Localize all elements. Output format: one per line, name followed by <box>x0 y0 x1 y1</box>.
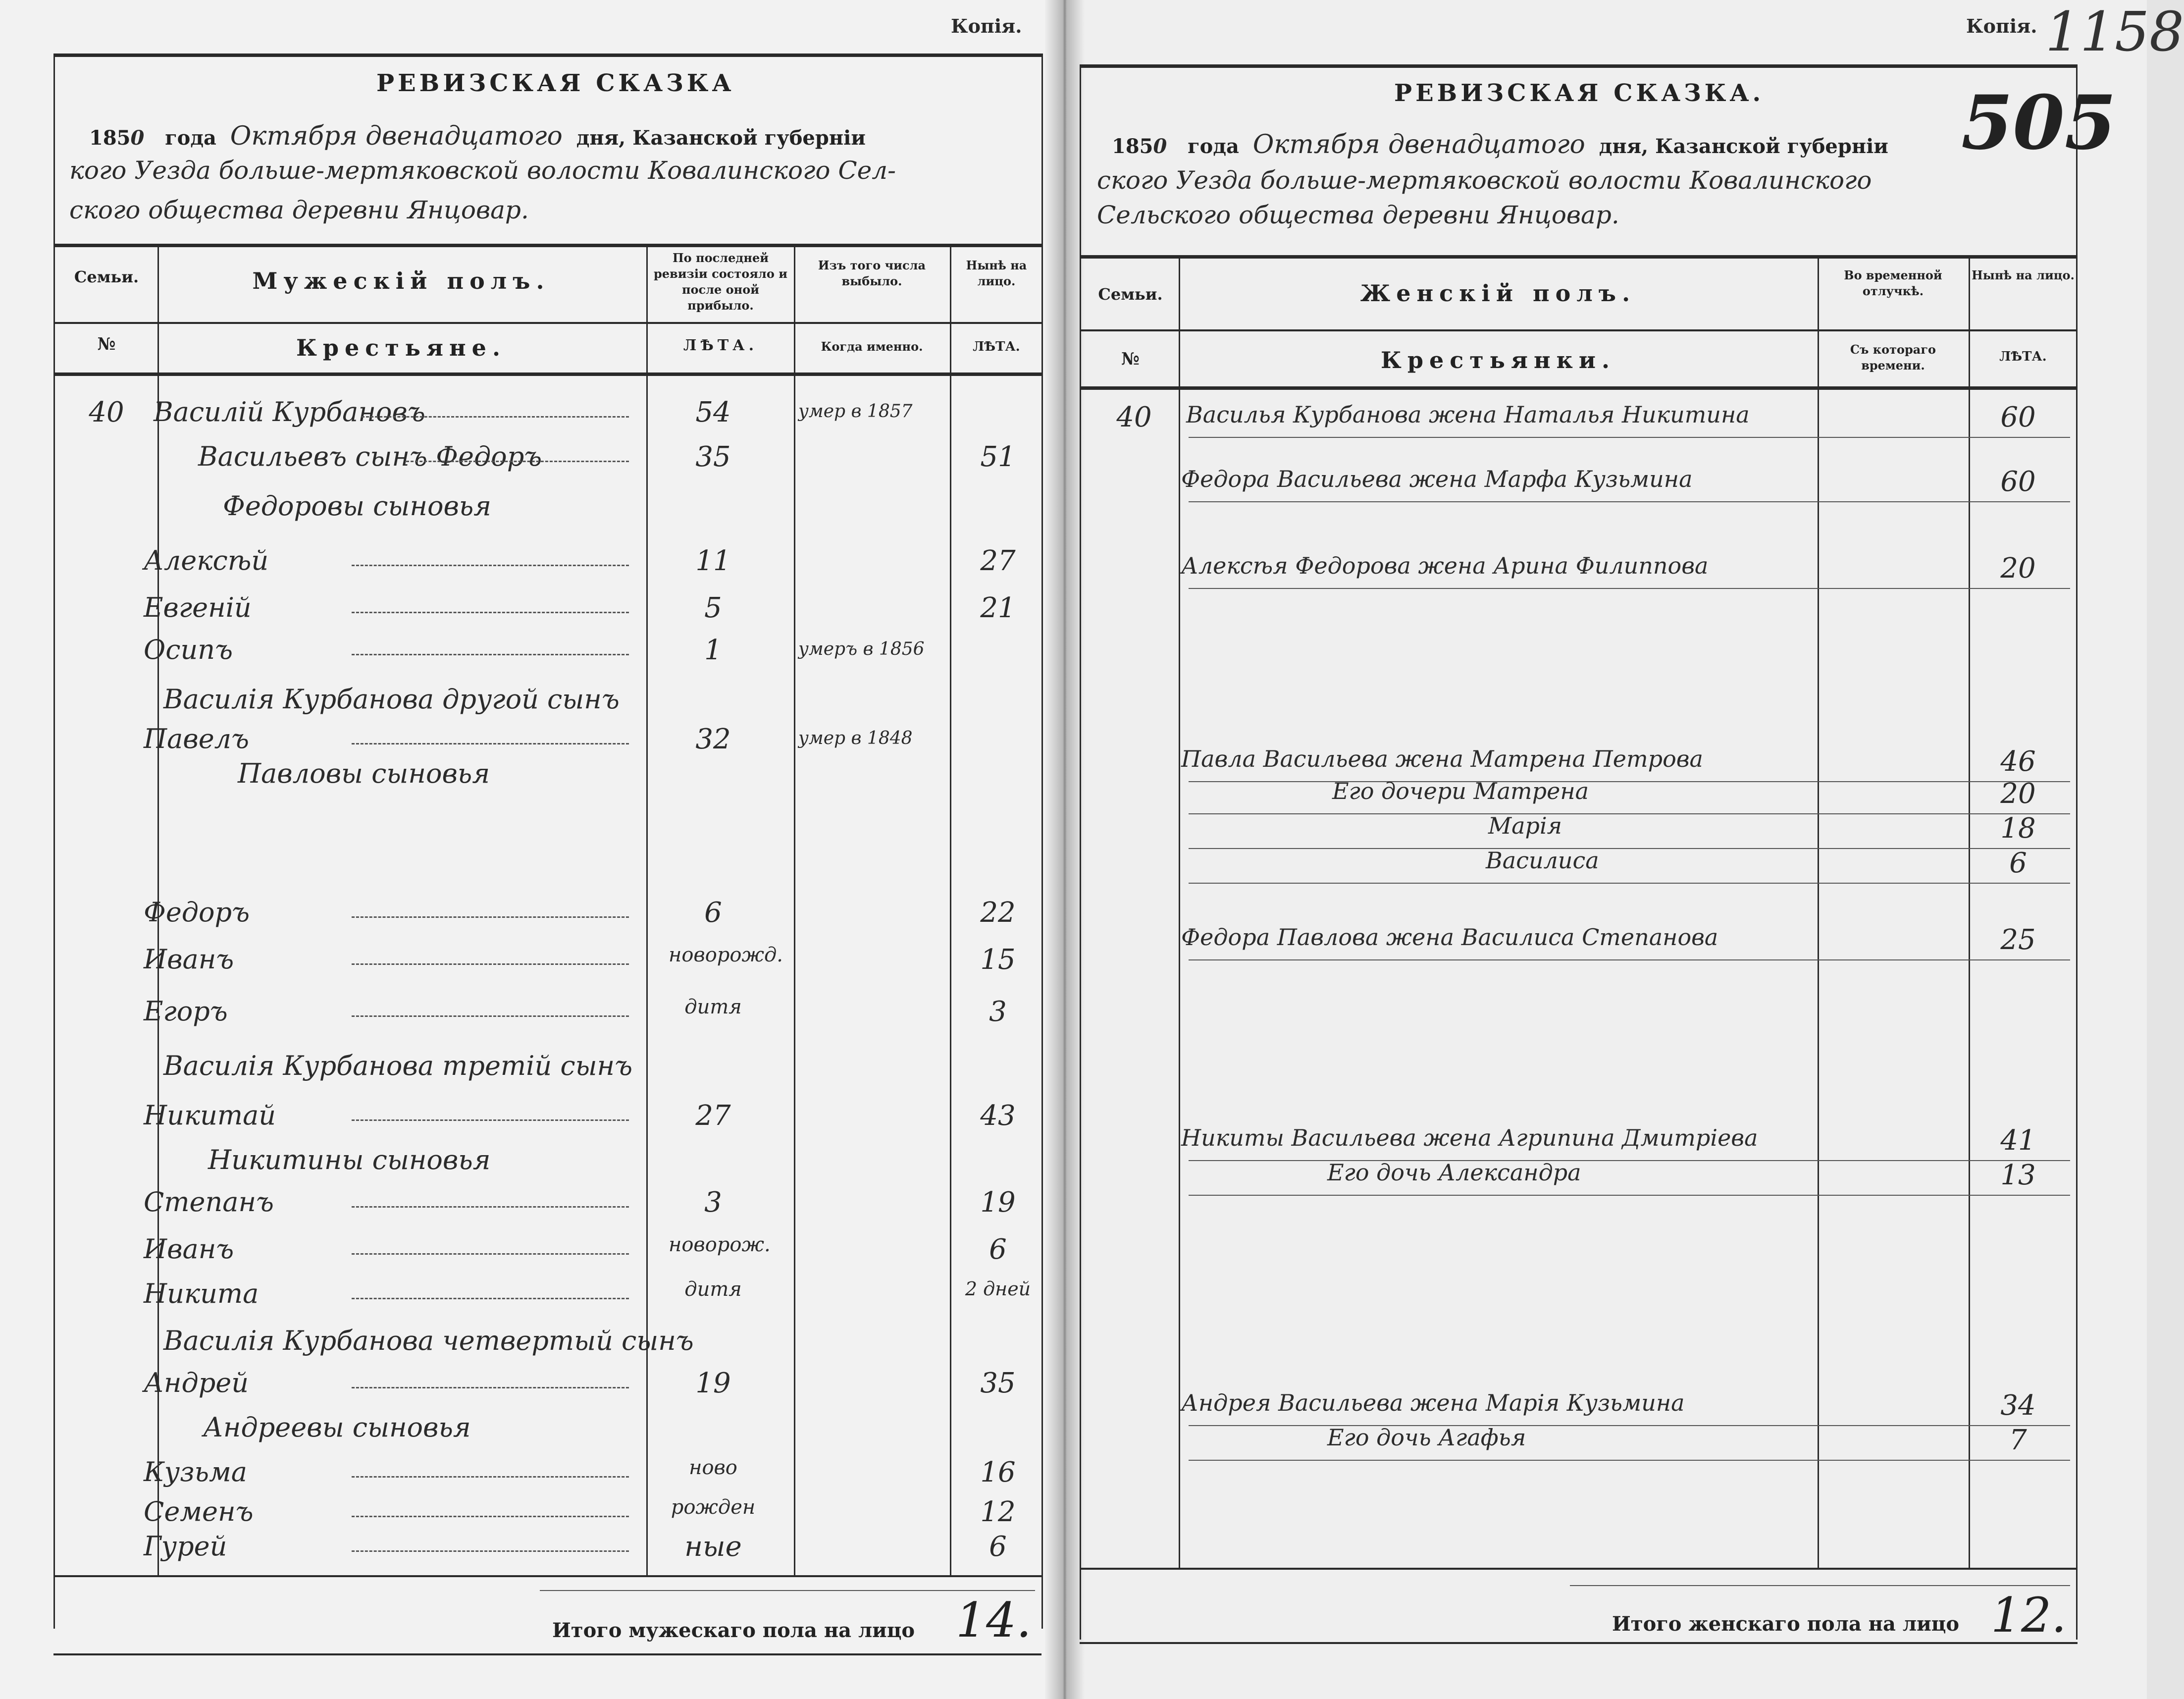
left-col-left: Изъ того числа выбыло. <box>818 258 926 288</box>
left-row-present-years: 27 <box>980 545 1016 577</box>
left-row-name: Иванъ <box>144 944 234 975</box>
right-row-rule <box>1189 848 2070 849</box>
right-col-family: Семьи. <box>1098 285 1163 304</box>
left-row-present-years: 21 <box>980 592 1016 624</box>
right-header-line2: ского Уезда больше-мертяковской волости Ковалинского <box>1097 166 1872 195</box>
left-total-value: 14. <box>956 1593 1032 1648</box>
left-table-top <box>53 244 1041 247</box>
left-header-day: дня, Казанской губерніи <box>576 126 866 150</box>
right-col-line-2 <box>1818 255 1819 1568</box>
left-row-family: 40 <box>89 396 124 428</box>
right-header-day: дня, Казанской губерніи <box>1599 135 1888 158</box>
right-frame-left <box>1080 64 1081 1640</box>
right-row-name: Василья Курбанова жена Наталья Никитина <box>1186 401 1750 428</box>
left-header-year-hand: 0 <box>130 126 145 150</box>
right-table-hdr-bottom <box>1080 386 2078 390</box>
left-total-rule <box>540 1590 1035 1591</box>
left-title: РЕВИЗСКАЯ СКАЗКА <box>376 69 735 97</box>
right-total-label: Итого женскаго пола на лицо <box>1612 1612 1959 1636</box>
left-page <box>0 0 1065 1699</box>
right-col-female: Женскій полъ. <box>1360 280 1636 307</box>
right-row-present-years: 60 <box>2000 401 2036 433</box>
left-row-prev-years: 54 <box>695 396 731 428</box>
right-row-present-years: 20 <box>2000 778 2036 810</box>
left-col-line-2 <box>646 244 648 1576</box>
left-row-prev-years: дитя <box>684 996 742 1018</box>
left-row-name: Васильевъ сынъ Федоръ <box>198 441 542 472</box>
left-row-leader <box>352 1119 629 1121</box>
left-row-departed: умер в 1848 <box>798 728 913 748</box>
left-row-leader <box>352 1550 629 1552</box>
right-kopia: Копія. <box>1966 15 2037 37</box>
left-table-hdr-bottom <box>53 372 1041 376</box>
right-col-line-3 <box>1969 255 1970 1568</box>
right-row-name: Алексѣя Федорова жена Арина Филиппова <box>1181 552 1709 579</box>
left-row-prev-years: новорож. <box>669 1233 771 1256</box>
left-row-name: Василій Курбановъ <box>154 396 425 427</box>
left-row-leader <box>352 743 629 744</box>
left-row-name: Никита <box>144 1278 259 1309</box>
right-row-present-years: 25 <box>2000 924 2036 956</box>
right-header-line1 <box>1112 130 1888 159</box>
right-frame-bottom <box>1080 1642 2078 1644</box>
right-table-hdr-mid <box>1080 329 2078 331</box>
left-row-present-years: 19 <box>980 1186 1016 1219</box>
right-row-name: Федора Павлова жена Василиса Степанова <box>1181 924 1718 951</box>
left-row-name: Егоръ <box>144 996 228 1027</box>
left-header-year: 185 <box>89 126 131 150</box>
right-col-line-1 <box>1179 255 1180 1568</box>
left-frame-bottom <box>53 1653 1041 1655</box>
book-spine <box>1045 0 1085 1699</box>
left-total-label: Итого мужескаго пола на лицо <box>552 1619 915 1642</box>
right-row-family: 40 <box>1116 401 1152 433</box>
left-row-leader <box>352 1206 629 1208</box>
left-row-name: Павловы сыновья <box>238 758 490 789</box>
left-row-leader <box>352 963 629 965</box>
left-sub-years: ЛѢТА. <box>683 337 758 354</box>
left-row-leader <box>352 654 629 655</box>
right-row-name: Марія <box>1488 812 1562 839</box>
left-row-leader <box>362 416 629 418</box>
left-col-family: Семьи. <box>74 267 139 286</box>
left-row-prev-years: 27 <box>695 1100 731 1132</box>
left-row-present-years: 35 <box>980 1367 1016 1399</box>
right-row-present-years: 6 <box>2009 847 2027 879</box>
left-row-name: Василія Курбанова четвертый сынъ <box>163 1325 694 1356</box>
right-table-top <box>1080 255 2078 259</box>
right-title: РЕВИЗСКАЯ СКАЗКА. <box>1394 79 1765 107</box>
right-row-present-years: 18 <box>2000 812 2036 845</box>
right-row-present-years: 41 <box>2000 1124 2036 1157</box>
left-row-name: Василія Курбанова третій сынъ <box>163 1050 633 1081</box>
left-row-name: Евгеній <box>144 592 252 623</box>
right-row-present-years: 60 <box>2000 466 2036 498</box>
left-row-leader <box>352 565 629 566</box>
left-row-present-years: 3 <box>989 996 1007 1028</box>
left-row-prev-years: 6 <box>704 897 722 929</box>
left-row-leader <box>352 1387 629 1388</box>
right-row-name: Василиса <box>1486 847 1599 874</box>
right-total-value: 12. <box>1991 1588 2067 1643</box>
left-row-departed: умер в 1857 <box>798 401 913 422</box>
left-row-name: Василія Курбанова другой сынъ <box>163 684 620 715</box>
right-header-line3: Сельского общества деревни Янцовар. <box>1097 201 1619 229</box>
right-total-rule <box>1570 1585 2070 1586</box>
left-row-name: Андреевы сыновья <box>203 1412 471 1443</box>
right-row-name: Его дочери Матрена <box>1332 778 1589 804</box>
left-row-name: Федоровы сыновья <box>223 490 492 522</box>
right-row-name: Его дочь Агафья <box>1327 1424 1526 1451</box>
left-row-leader <box>352 1253 629 1255</box>
right-row-present-years: 34 <box>2000 1389 2036 1422</box>
right-row-rule <box>1189 813 2070 814</box>
right-row-name: Его дочь Александра <box>1327 1159 1581 1186</box>
left-row-present-years: 6 <box>989 1531 1007 1563</box>
right-row-rule <box>1189 588 2070 589</box>
left-row-present-years: 6 <box>989 1233 1007 1266</box>
left-row-leader <box>352 612 629 613</box>
left-sub-years2: ЛѢТА. <box>973 339 1020 354</box>
left-row-prev-years: 32 <box>695 723 731 755</box>
right-folio-number: 1158 <box>2045 0 2184 63</box>
left-sub-num: № <box>97 334 116 354</box>
left-col-male: Мужескій полъ. <box>252 267 550 294</box>
right-sub-since: Съ котораго времени. <box>1850 342 1936 372</box>
right-row-present-years: 46 <box>2000 745 2036 778</box>
left-col-line-3 <box>794 244 795 1576</box>
left-row-prev-years: 5 <box>704 592 722 624</box>
right-row-name: Федора Васильева жена Марфа Кузьмина <box>1181 466 1693 492</box>
left-header-line1 <box>89 121 866 151</box>
right-row-name: Андрея Васильева жена Марія Кузьмина <box>1181 1389 1685 1416</box>
left-row-name: Семенъ <box>144 1496 254 1527</box>
right-header-goda: года <box>1188 135 1239 158</box>
right-header-date: Октября двенадцатого <box>1252 130 1585 159</box>
left-row-present-years: 15 <box>980 944 1016 976</box>
right-row-rule <box>1189 1160 2070 1161</box>
left-header-line3: ского общества деревни Янцовар. <box>69 196 529 224</box>
right-row-rule <box>1189 1425 2070 1426</box>
left-sub-when: Когда именно. <box>821 339 923 354</box>
left-row-name: Гурей <box>144 1531 227 1562</box>
left-row-name: Никитины сыновья <box>208 1144 491 1175</box>
left-row-prev-years: 3 <box>704 1186 722 1219</box>
right-col-present: Нынѣ на лицо. <box>1972 268 2075 282</box>
right-col-absent: Во временной отлучкѣ. <box>1844 268 1942 298</box>
right-row-rule <box>1189 1460 2070 1461</box>
right-frame-top <box>1080 64 2078 68</box>
left-row-leader <box>352 1516 629 1517</box>
right-row-rule <box>1189 1195 2070 1196</box>
right-stamp-number: 505 <box>1961 79 2117 166</box>
left-col-present: Нынѣ на лицо. <box>966 258 1027 288</box>
right-row-rule <box>1189 959 2070 960</box>
right-row-present-years: 20 <box>2000 552 2036 584</box>
left-row-leader <box>352 1298 629 1299</box>
left-row-leader <box>352 916 629 918</box>
left-kopia: Копія. <box>951 15 1022 37</box>
right-sub-years: ЛѢТА. <box>1999 349 2047 364</box>
left-row-name: Кузьма <box>144 1456 247 1487</box>
left-row-leader <box>352 1015 629 1017</box>
left-row-prev-years: 1 <box>704 634 722 666</box>
left-frame-left <box>53 53 55 1629</box>
right-header-year-hand: 0 <box>1153 135 1167 158</box>
left-row-prev-years: ново <box>689 1456 737 1479</box>
left-row-name: Иванъ <box>144 1233 234 1265</box>
left-header-date: Октября двенадцатого <box>230 121 563 151</box>
left-row-name: Никитай <box>144 1100 276 1131</box>
right-row-rule <box>1189 883 2070 884</box>
right-table-bottom <box>1080 1568 2078 1570</box>
left-row-present-years: 12 <box>980 1496 1016 1528</box>
left-row-prev-years: 11 <box>695 545 731 577</box>
left-row-prev-years: рожден <box>671 1496 756 1519</box>
left-row-present-years: 43 <box>980 1100 1016 1132</box>
left-row-leader <box>406 461 629 462</box>
left-row-name: Алексѣй <box>144 545 269 576</box>
left-row-name: Степанъ <box>144 1186 274 1218</box>
right-row-name: Никиты Васильева жена Агрипина Дмитріева <box>1181 1124 1758 1151</box>
left-row-prev-years: 19 <box>695 1367 731 1399</box>
right-frame-right <box>2076 64 2078 1640</box>
right-sub-num: № <box>1121 349 1140 369</box>
left-row-name: Андрей <box>144 1367 249 1398</box>
left-row-prev-years: новорожд. <box>669 944 783 966</box>
right-row-present-years: 13 <box>2000 1159 2036 1191</box>
right-row-rule <box>1189 437 2070 438</box>
left-row-present-years: 22 <box>980 897 1016 929</box>
left-row-name: Осипъ <box>144 634 233 665</box>
left-row-prev-years: дитя <box>684 1278 742 1301</box>
left-row-departed: умеръ в 1856 <box>798 639 925 659</box>
right-row-name: Павла Васильева жена Матрена Петрова <box>1181 745 1703 772</box>
left-row-name: Федоръ <box>144 897 250 928</box>
left-row-present-years: 16 <box>980 1456 1016 1488</box>
left-row-prev-years: 35 <box>695 441 731 473</box>
left-row-present-years: 51 <box>980 441 1016 473</box>
left-table-hdr-mid <box>53 322 1041 324</box>
left-header-line2: кого Уезда больше-мертяковской волости Ковалинского Сел- <box>69 156 896 185</box>
left-col-prev: По последней ревизіи состояло и после оной прибыло. <box>653 251 788 313</box>
right-row-rule <box>1189 501 2070 502</box>
left-row-prev-years: ные <box>684 1531 742 1563</box>
right-header-year: 185 <box>1112 135 1153 158</box>
left-row-present-years: 2 дней <box>965 1278 1031 1300</box>
left-header-goda: года <box>165 126 216 150</box>
right-row-rule <box>1189 781 2070 782</box>
right-sub-peasants: Крестьянки. <box>1380 347 1615 373</box>
left-sub-peasants: Крестьяне. <box>296 334 506 361</box>
left-row-leader <box>352 1476 629 1478</box>
left-col-line-4 <box>950 244 951 1576</box>
right-row-present-years: 7 <box>2009 1424 2027 1456</box>
left-frame-top <box>53 53 1041 57</box>
left-table-bottom <box>53 1575 1041 1577</box>
left-row-name: Павелъ <box>144 723 250 754</box>
